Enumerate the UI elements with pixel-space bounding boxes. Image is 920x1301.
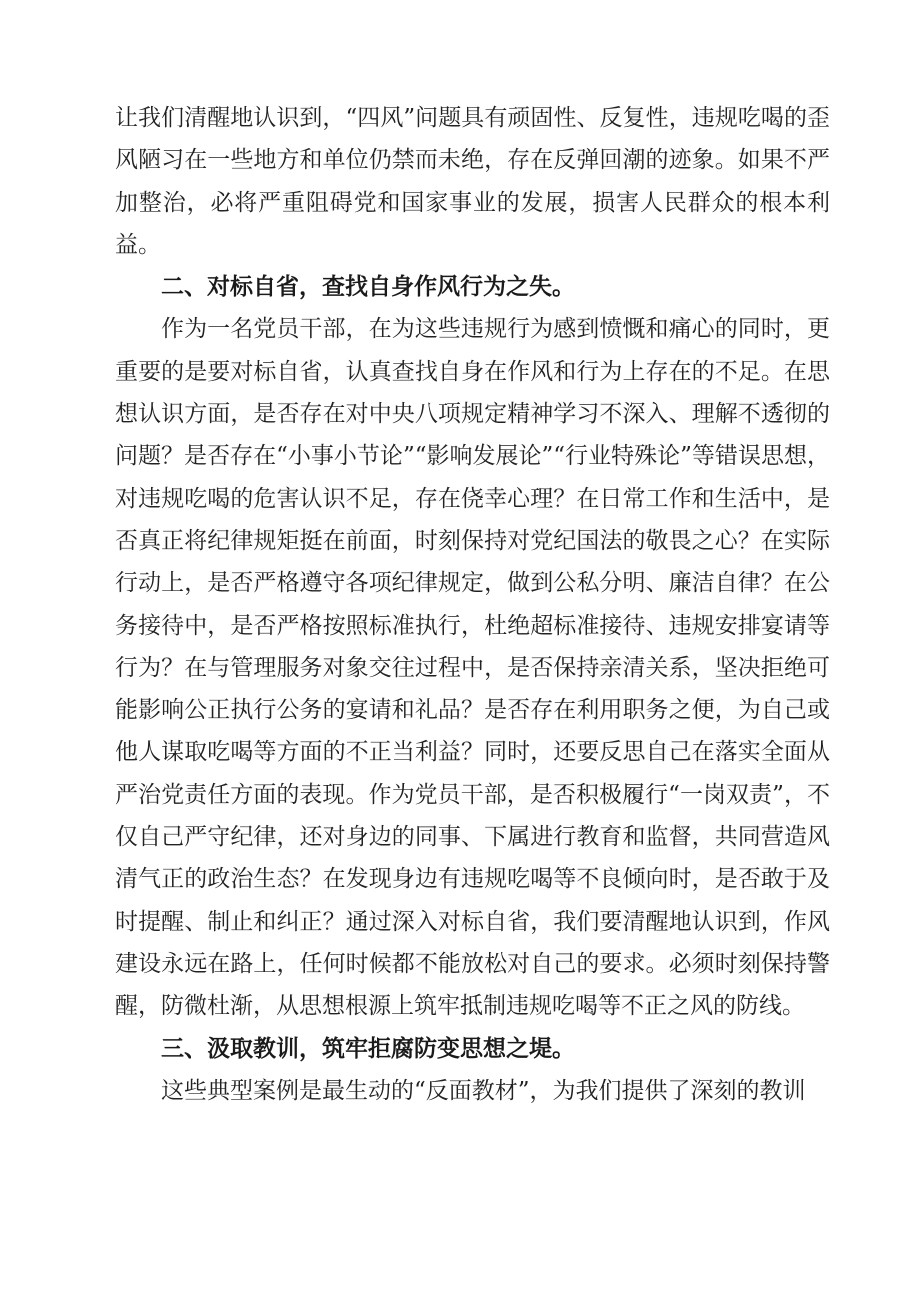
document-body (115, 97, 830, 1112)
section-heading-3: 三、汲取教训，筑牢拒腐防变思想之堤。 (161, 1035, 575, 1062)
paragraph-section-2: 作为一名党员干部，在为这些违规行为感到愤慨和痛心的同时，更重要的是要对标自省，认真查找自身在作风和行为上存在的不足。在思想认识方面，是否存在对中央八项规定精神学习不深入、理解不透彻的问题？是否存在“小事小节论”“影响发展论”“行业特殊论”等错误思想，对违规吃喝的危害认识不足，存在侥幸心理？在日常工作和生活中，是否真正将纪律规矩挺在前面，时刻保持对党纪国法的敬畏之心？在实际行动上，是否严格遵守各项纪律规定，做到公私分明、廉洁自律？在公务接待中，是否严格按照标准执行，杜绝超标准接待、违规安排宴请等行为？在与管理服务对象交往过程中，是否保持亲清关系，坚决拒绝可能影响公正执行公务的宴请和礼品？是否存在利用职务之便，为自己或他人谋取吃喝等方面的不正当利益？同时，还要反思自己在落实全面从严治党责任方面的表现。作为党员干部，是否积极履行“一岗双责”，不仅自己严守纪律，还对身边的同事、下属进行教育和监督，共同营造风清气正的政治生态？在发现身边有违规吃喝等不良倾向时，是否敢于及时提醒、制止和纠正？通过深入对标自省，我们要清醒地认识到，作风建设永远在路上，任何时候都不能放松对自己的要求。必须时刻保持警醒，防微杜渐，从思想根源上筑牢抵制违规吃喝等不正之风的防线。 (115, 316, 830, 1020)
section-heading-2: 二、对标自省，查找自身作风行为之失。 (161, 274, 575, 301)
paragraph-continued: 让我们清醒地认识到，“四风”问题具有顽固性、反复性，违规吃喝的歪风陋习在一些地方和单位仍禁而未绝，存在反弹回潮的迹象。如果不严加整治，必将严重阻碍党和国家事业的发展，损害人民群众的根本利益。 (115, 105, 830, 258)
paragraph-section-3: 这些典型案例是最生动的“反面教材”，为我们提供了深刻的教训 (161, 1077, 806, 1104)
